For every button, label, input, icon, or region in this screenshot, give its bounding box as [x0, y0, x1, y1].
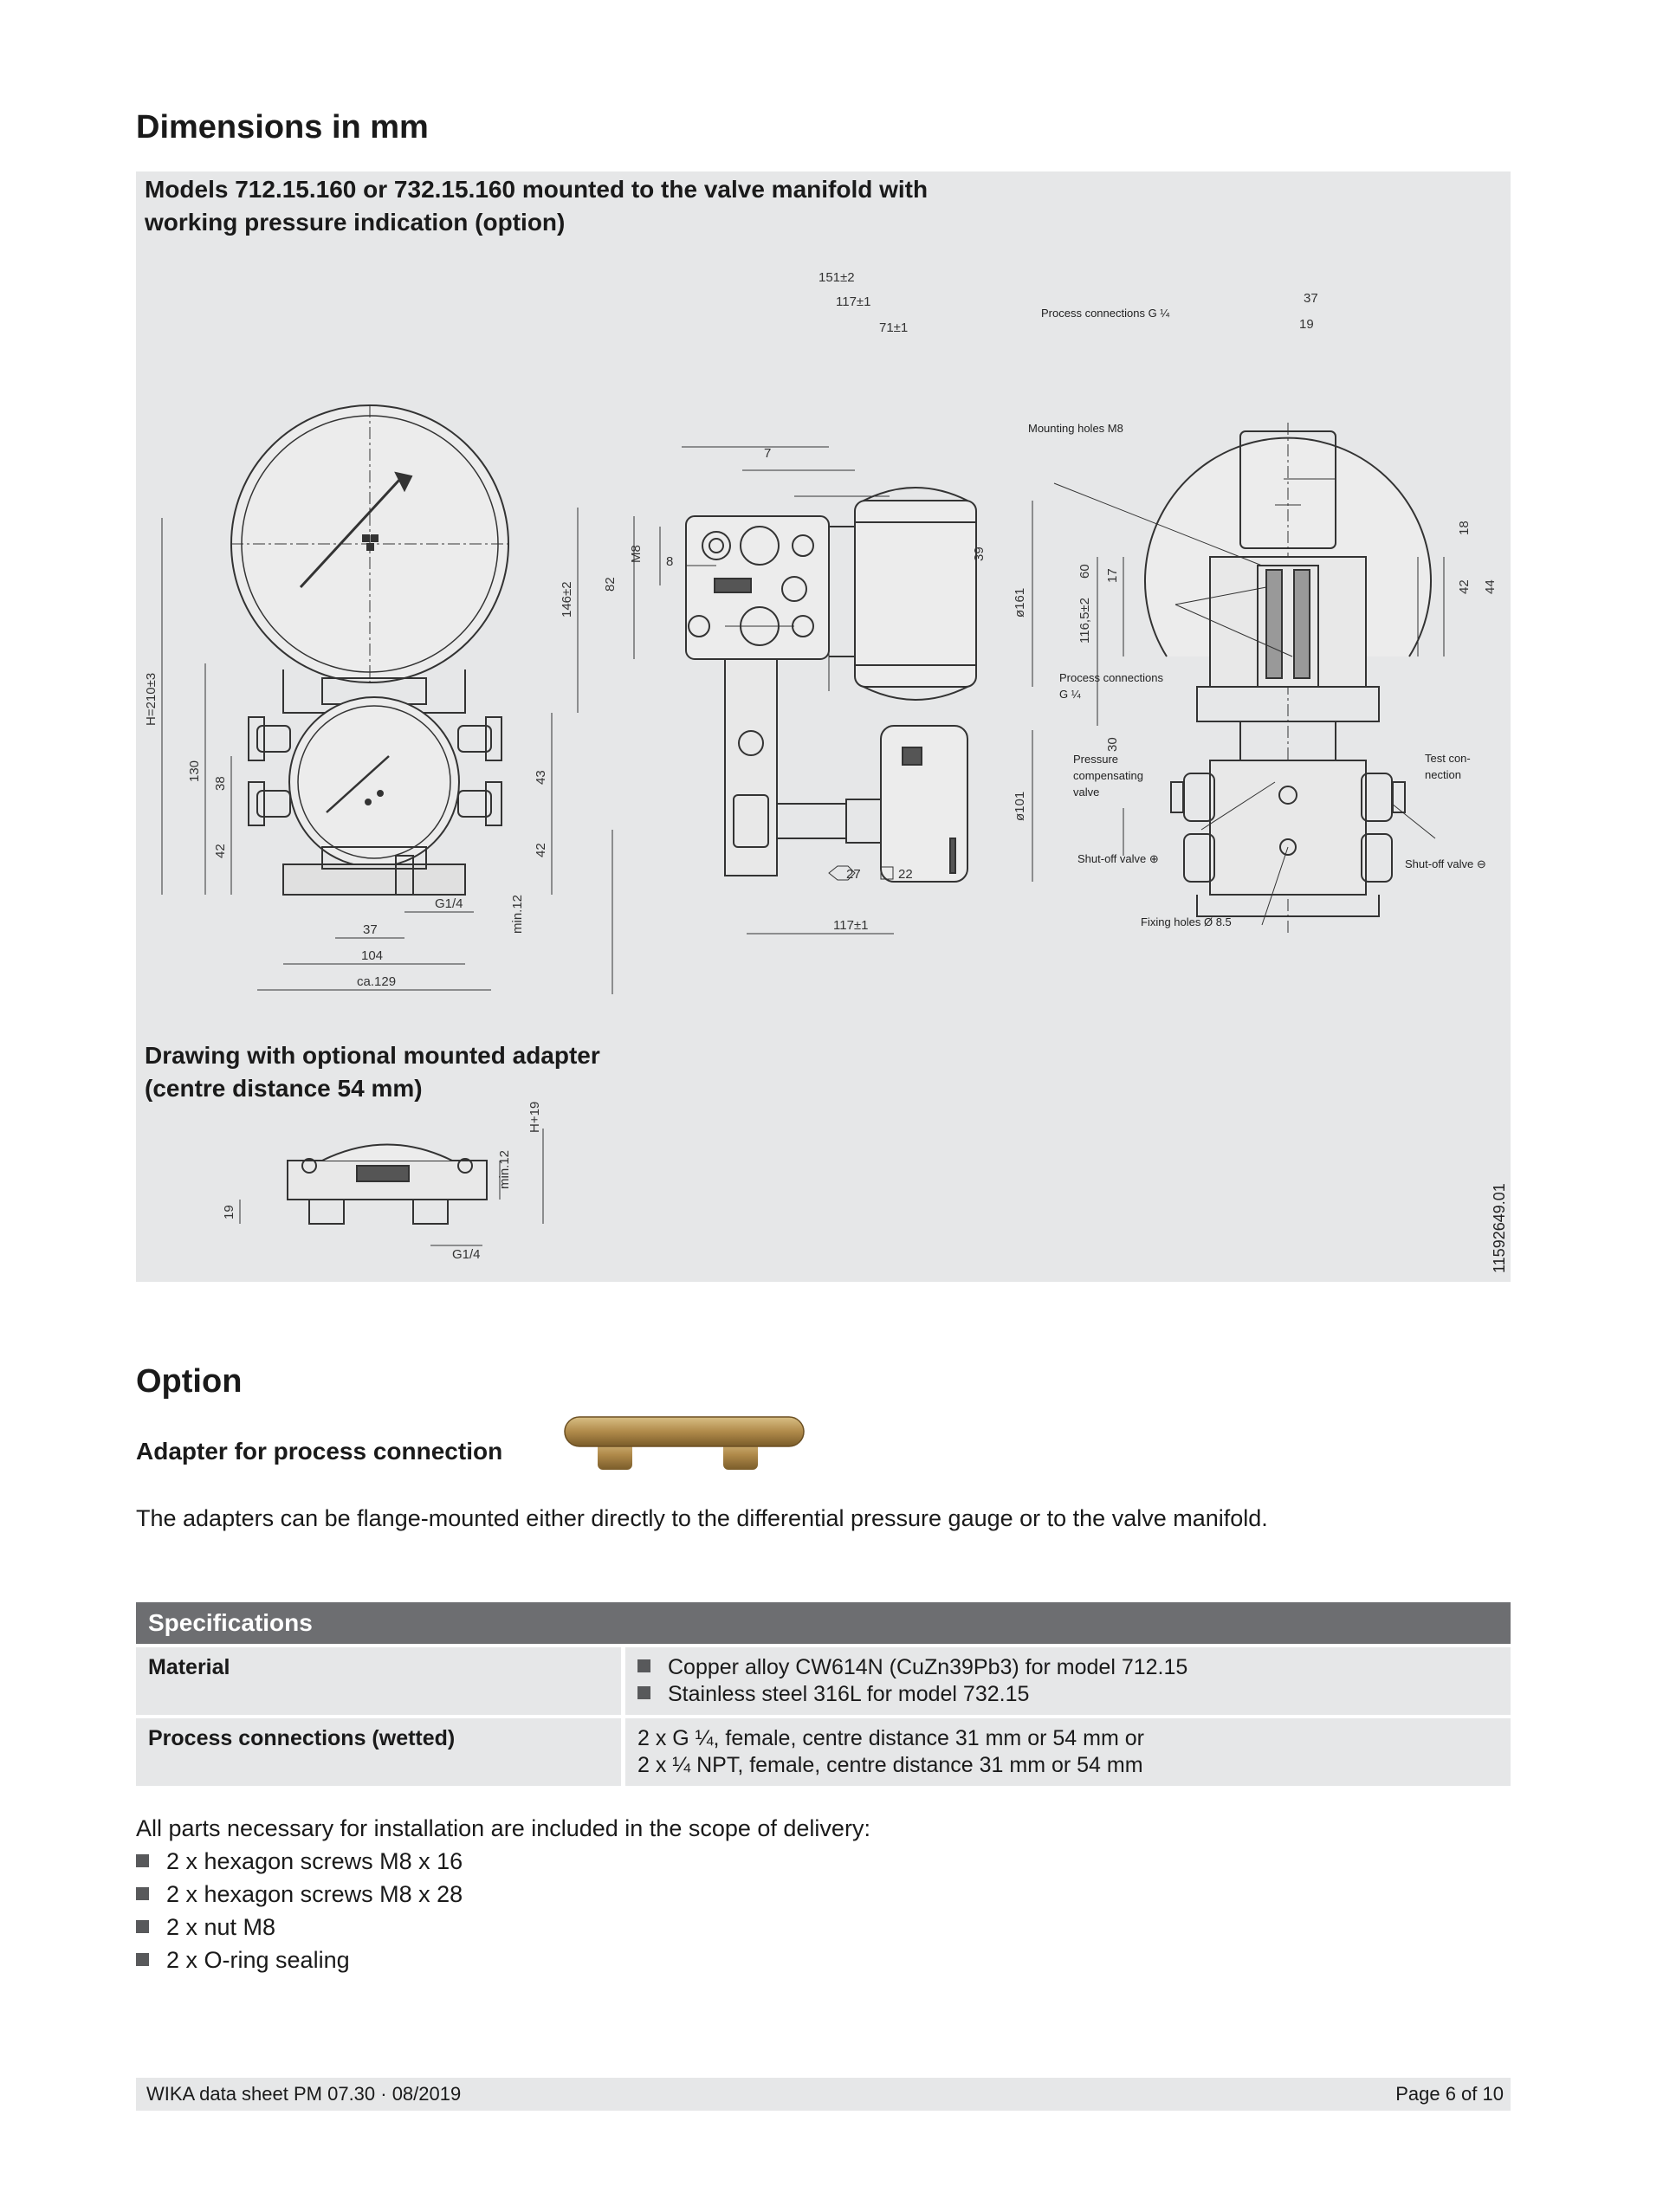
- adapter-flange: [565, 1417, 804, 1446]
- dim-44: 44: [1483, 579, 1498, 594]
- bullet-square-icon: [637, 1659, 650, 1672]
- callout-pressure-3: valve: [1073, 786, 1100, 799]
- footer-page-number: Page 6 of 10: [1395, 2083, 1504, 2105]
- callout-fixing-holes: Fixing holes Ø 8.5: [1141, 915, 1232, 928]
- callout-test-1: Test con-: [1425, 752, 1471, 765]
- dim-adapter-19: 19: [222, 1205, 236, 1219]
- dim-71: 71±1: [879, 320, 909, 335]
- dim-m8: M8: [629, 545, 644, 563]
- dim-h19: H+19: [527, 1101, 542, 1133]
- dim-8: 8: [666, 554, 674, 569]
- dim-30: 30: [1105, 737, 1120, 752]
- list-item: [136, 1845, 463, 1878]
- spec-key: Process connections (wetted): [136, 1718, 625, 1786]
- dim-h-total: H=210±3: [144, 672, 159, 726]
- callout-shutoff-minus: Shut-off valve ⊖: [1405, 857, 1486, 870]
- spec-value-line: [637, 1654, 1498, 1681]
- dim-sq22: 22: [898, 867, 913, 882]
- spec-row-material: [136, 1647, 1511, 1715]
- dim-43: 43: [534, 770, 548, 785]
- dim-adapter-min12: min.12: [497, 1149, 512, 1189]
- dim-60: 60: [1077, 564, 1092, 579]
- page-footer: [136, 2078, 1511, 2111]
- dim-42b: 42: [534, 843, 548, 857]
- callout-test-2: nection: [1425, 768, 1461, 781]
- bullet-square-icon: [136, 1920, 149, 1933]
- option-title: Option: [136, 1363, 243, 1400]
- spec-value-line: 2 x ¼ NPT, female, centre distance 31 mm or 54 mm: [637, 1753, 1143, 1777]
- dim-161: ø161: [1013, 587, 1027, 618]
- dim-back-37: 37: [1304, 291, 1318, 306]
- dim-back-19: 19: [1299, 317, 1314, 332]
- dim-min12: min.12: [510, 894, 525, 934]
- dim-7: 7: [764, 446, 772, 461]
- bullet-square-icon: [136, 1887, 149, 1900]
- dim-38: 38: [213, 776, 228, 791]
- dim-82: 82: [603, 577, 618, 592]
- dim-37: 37: [363, 922, 378, 937]
- dim-17: 17: [1105, 568, 1120, 583]
- list-item: [136, 1944, 463, 1976]
- adapter-label: Adapter for process connection: [136, 1438, 503, 1465]
- list-item-text: 2 x hexagon screws M8 x 28: [166, 1881, 463, 1907]
- technical-drawing: [136, 171, 1511, 1282]
- dim-101: ø101: [1013, 791, 1027, 821]
- spec-value: [625, 1718, 1511, 1786]
- dim-104: 104: [361, 948, 384, 963]
- dim-117b: 117±1: [833, 918, 869, 933]
- footer-datasheet: WIKA data sheet PM 07.30 · 08/2019: [146, 2083, 462, 2105]
- callout-mounting-holes: Mounting holes M8: [1028, 422, 1123, 435]
- spec-key: Material: [136, 1647, 625, 1715]
- drawing2-title-line1: Drawing with optional mounted adapter: [145, 1042, 600, 1069]
- list-item: [136, 1911, 463, 1944]
- adapter-photo: [563, 1413, 814, 1474]
- specifications-table: [136, 1599, 1511, 1789]
- callout-process-1: Process connections: [1059, 671, 1163, 684]
- dim-116: 116,5±2: [1077, 598, 1092, 644]
- dim-18: 18: [1457, 521, 1472, 535]
- front-view-drawing: [162, 405, 612, 994]
- callout-process-g14: Process connections G ¼: [1041, 307, 1170, 320]
- technical-drawing-panel: [136, 171, 1511, 1282]
- bullet-square-icon: [637, 1686, 650, 1699]
- side-view-drawing: [634, 447, 1032, 934]
- callout-shutoff-plus: Shut-off valve ⊕: [1077, 852, 1159, 865]
- callout-pressure-1: Pressure: [1073, 753, 1119, 766]
- option-description: The adapters can be flange-mounted either directly to the differential pressure gauge or to the valve manifold.: [136, 1505, 1268, 1531]
- dim-117: 117±1: [836, 294, 871, 309]
- dim-146: 146±2: [560, 581, 574, 618]
- drawing2-title-line2: (centre distance 54 mm): [145, 1075, 423, 1102]
- spec-row-process-connections: [136, 1718, 1511, 1786]
- dim-hex27: 27: [846, 867, 861, 882]
- spec-value-text: Stainless steel 316L for model 732.15: [668, 1682, 1030, 1706]
- dim-adapter-g14: G1/4: [452, 1247, 481, 1262]
- drawing1-title-line1: Models 712.15.160 or 732.15.160 mounted to the valve manifold with: [145, 176, 929, 203]
- dim-back-42: 42: [1457, 579, 1472, 594]
- list-item: [136, 1878, 463, 1911]
- spec-value-line: [637, 1681, 1498, 1708]
- list-item-text: 2 x hexagon screws M8 x 16: [166, 1848, 463, 1874]
- dim-g14: G1/4: [435, 896, 463, 911]
- callout-process-2: G ¼: [1059, 688, 1081, 701]
- document-number: 11592649.01: [1491, 1183, 1508, 1273]
- spec-value-line: 2 x G ¼, female, centre distance 31 mm or 54 mm or: [637, 1726, 1144, 1750]
- dim-151: 151±2: [819, 270, 855, 285]
- list-item-text: 2 x O-ring sealing: [166, 1947, 350, 1973]
- dim-42: 42: [213, 844, 228, 858]
- specifications-header: Specifications: [136, 1602, 1511, 1644]
- dim-130: 130: [187, 760, 202, 782]
- bullet-square-icon: [136, 1854, 149, 1867]
- spec-value: [625, 1647, 1511, 1715]
- bullet-square-icon: [136, 1953, 149, 1966]
- delivery-list: [136, 1845, 463, 1976]
- drawing1-title-line2: working pressure indication (option): [145, 209, 566, 236]
- spec-value-text: Copper alloy CW614N (CuZn39Pb3) for model 712.15: [668, 1655, 1188, 1679]
- dim-39: 39: [972, 547, 987, 561]
- dimensions-title: Dimensions in mm: [136, 109, 429, 146]
- list-item-text: 2 x nut M8: [166, 1914, 276, 1940]
- dim-ca129: ca.129: [357, 974, 397, 989]
- delivery-intro: All parts necessary for installation are included in the scope of delivery:: [136, 1815, 870, 1841]
- callout-pressure-2: compensating: [1073, 769, 1143, 782]
